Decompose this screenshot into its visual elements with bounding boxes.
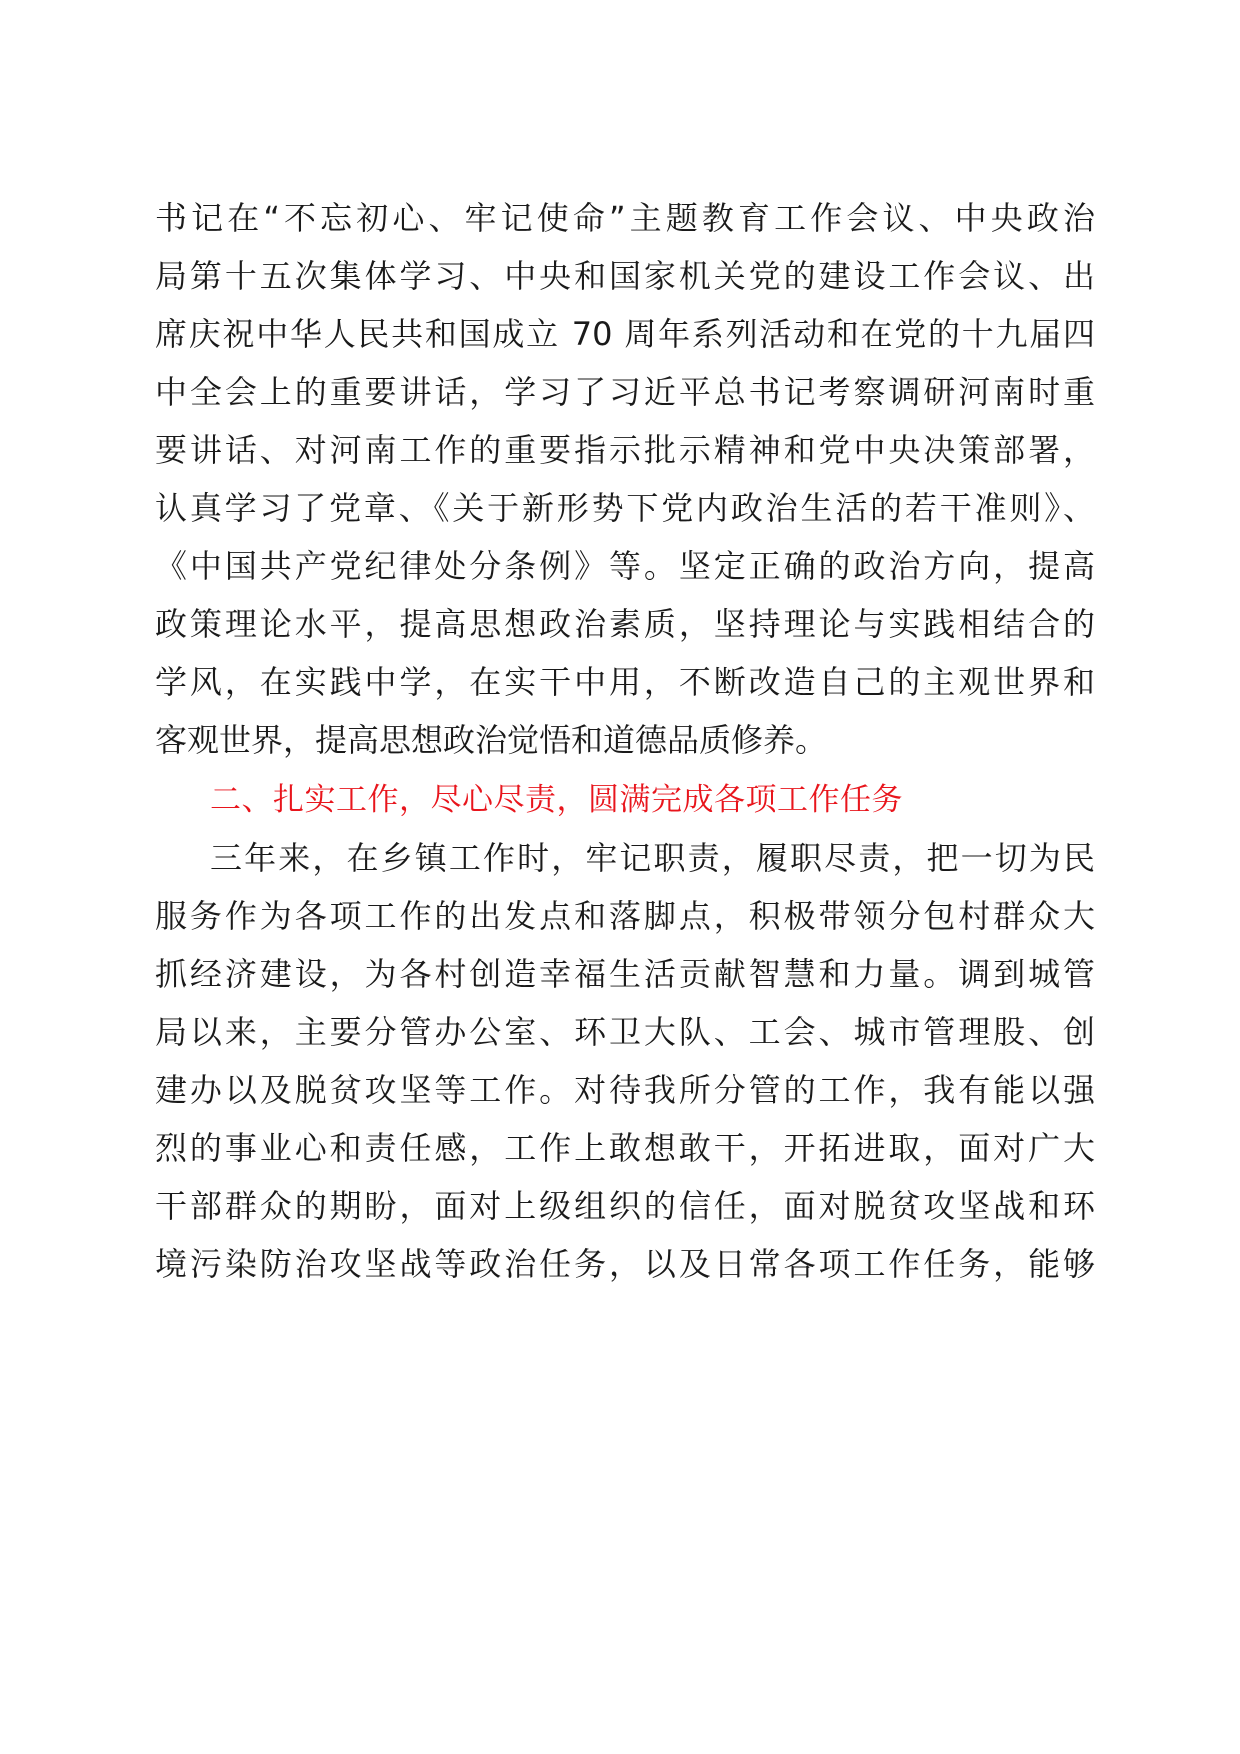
paragraph-line: 三年来，在乡镇工作时，牢记职责，履职尽责，把一切为民 — [210, 839, 1095, 877]
paragraph-line: 《中国共产党纪律处分条例》等。坚定正确的政治方向，提高 — [155, 547, 1095, 585]
paragraph-line: 席庆祝中华人民共和国成立 70 周年系列活动和在党的十九届四 — [155, 315, 1095, 353]
paragraph-line: 客观世界，提高思想政治觉悟和道德品质修养。 — [155, 721, 828, 759]
paragraph-line: 建办以及脱贫攻坚等工作。对待我所分管的工作，我有能以强 — [155, 1071, 1095, 1109]
paragraph-line: 认真学习了党章、《关于新形势下党内政治生活的若干准则》、 — [155, 489, 1095, 527]
paragraph-line: 干部群众的期盼，面对上级组织的信任，面对脱贫攻坚战和环 — [155, 1187, 1095, 1225]
paragraph-line: 抓经济建设，为各村创造幸福生活贡献智慧和力量。调到城管 — [155, 955, 1095, 993]
paragraph-line: 局第十五次集体学习、中央和国家机关党的建设工作会议、出 — [155, 257, 1095, 295]
paragraph-line: 服务作为各项工作的出发点和落脚点，积极带领分包村群众大 — [155, 897, 1095, 935]
paragraph-line: 要讲话、对河南工作的重要指示批示精神和党中央决策部署， — [155, 431, 1095, 469]
paragraph-line: 境污染防治攻坚战等政治任务，以及日常各项工作任务，能够 — [155, 1245, 1095, 1283]
paragraph-line: 书记在“不忘初心、牢记使命”主题教育工作会议、中央政治 — [155, 199, 1095, 237]
paragraph-line: 政策理论水平，提高思想政治素质，坚持理论与实践相结合的 — [155, 605, 1095, 643]
paragraph-line: 中全会上的重要讲话，学习了习近平总书记考察调研河南时重 — [155, 373, 1095, 411]
paragraph-line: 局以来，主要分管办公室、环卫大队、工会、城市管理股、创 — [155, 1013, 1095, 1051]
paragraph-line: 学风，在实践中学，在实干中用，不断改造自己的主观世界和 — [155, 663, 1095, 701]
paragraph-line: 烈的事业心和责任感，工作上敢想敢干，开拓进取，面对广大 — [155, 1129, 1095, 1167]
section-heading: 二、扎实工作，尽心尽责，圆满完成各项工作任务 — [210, 782, 903, 818]
